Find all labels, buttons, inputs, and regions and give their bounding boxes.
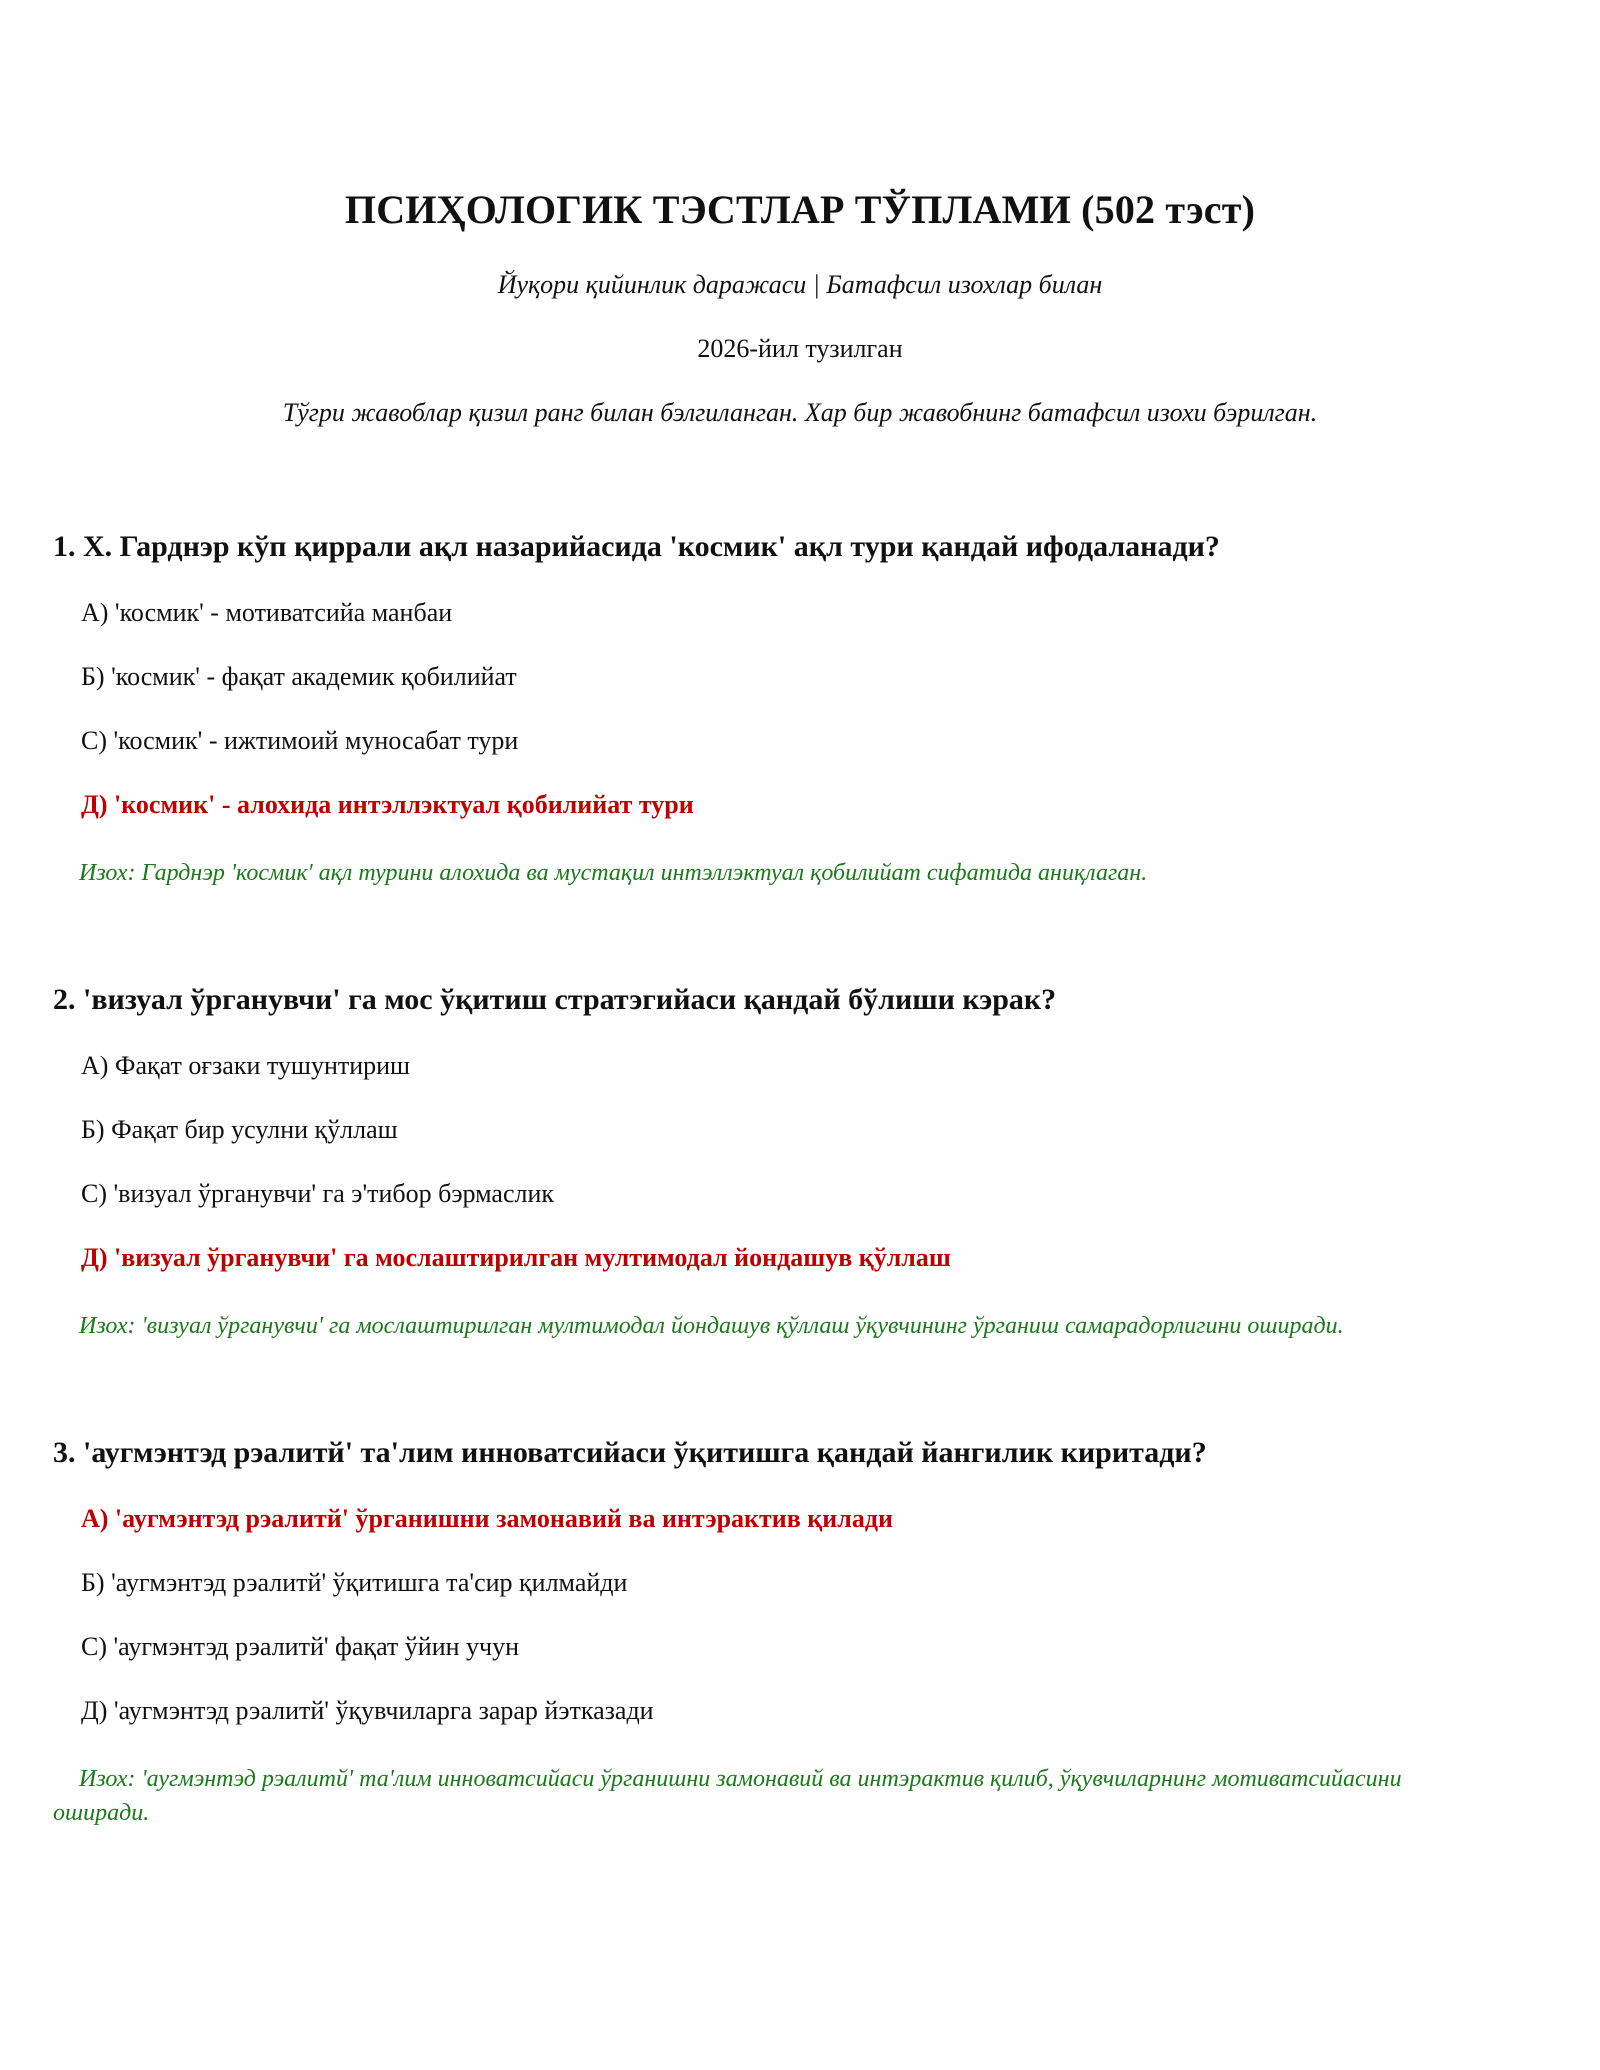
option-b: Б) 'аугмэнтэд рэалитй' ўқитишга та'сир қилмайди: [81, 1568, 628, 1597]
question-text: 3. 'аугмэнтэд рэалитй' та'лим инноватсийаси ўқитишга қандай йангилик киритади?: [53, 1436, 1207, 1469]
explanation: Изох: Гарднэр 'космик' ақл турини алохида ва мустақил интэллэктуал қобилийат сифатида аниқлаган.: [79, 860, 1148, 886]
option-d-correct: Д) 'космик' - алохида интэллэктуал қобилийат тури: [81, 790, 694, 819]
explanation: Изох: 'визуал ўрганувчи' га мослаштирилган мултимодал йондашув қўллаш ўқувчининг ўрганиш самарадорлигини оширади.: [79, 1313, 1344, 1339]
option-a: А) Фақат оғзаки тушунтириш: [81, 1051, 411, 1080]
page-title: ПСИҲОЛОГИК ТЭСТЛАР ТЎПЛАМИ (502 тэст): [344, 187, 1256, 232]
question-3: [53, 1436, 1553, 1826]
date-line: 2026-йил тузилган: [697, 334, 903, 363]
option-a-correct: А) 'аугмэнтэд рэалитй' ўрганишни замонавий ва интэрактив қилади: [81, 1504, 893, 1533]
explanation-line-1: Изох: 'аугмэнтэд рэалитй' та'лим инноватсийаси ўрганишни замонавий ва интэрактив қилиб, ўқувчиларнинг мотиватсийасини: [79, 1766, 1402, 1792]
option-a: А) 'космик' - мотиватсийа манбаи: [81, 598, 453, 627]
question-text: 2. 'визуал ўрганувчи' га мос ўқитиш стратэгийаси қандай бўлиши кэрак?: [53, 983, 1057, 1016]
option-b: Б) 'космик' - фақат академик қобилийат: [81, 662, 517, 691]
question-text: 1. Х. Гарднэр кўп қиррали ақл назарийасида 'космик' ақл тури қандай ифодаланади?: [53, 530, 1220, 563]
explanation-line-2: оширади.: [53, 1800, 150, 1826]
option-d: Д) 'аугмэнтэд рэалитй' ўқувчиларга зарар йэтказади: [81, 1696, 654, 1725]
question-2: [53, 983, 1553, 1339]
option-c: С) 'аугмэнтэд рэалитй' фақат ўйин учун: [81, 1632, 520, 1661]
option-b: Б) Фақат бир усулни қўллаш: [81, 1115, 398, 1144]
option-c: С) 'космик' - ижтимоий муносабат тури: [81, 726, 519, 755]
page-subtitle: Йуқори қийинлик даражаси | Батафсил изохлар билан: [497, 270, 1103, 299]
instructions-note: Тўгри жавоблар қизил ранг билан бэлгиланган. Хар бир жавобнинг батафсил изохи бэрилган.: [282, 398, 1318, 427]
question-1: [53, 530, 1553, 886]
option-d-correct: Д) 'визуал ўрганувчи' га мослаштирилган мултимодал йондашув қўллаш: [81, 1243, 951, 1272]
option-c: С) 'визуал ўрганувчи' га э'тибор бэрмаслик: [81, 1179, 555, 1208]
